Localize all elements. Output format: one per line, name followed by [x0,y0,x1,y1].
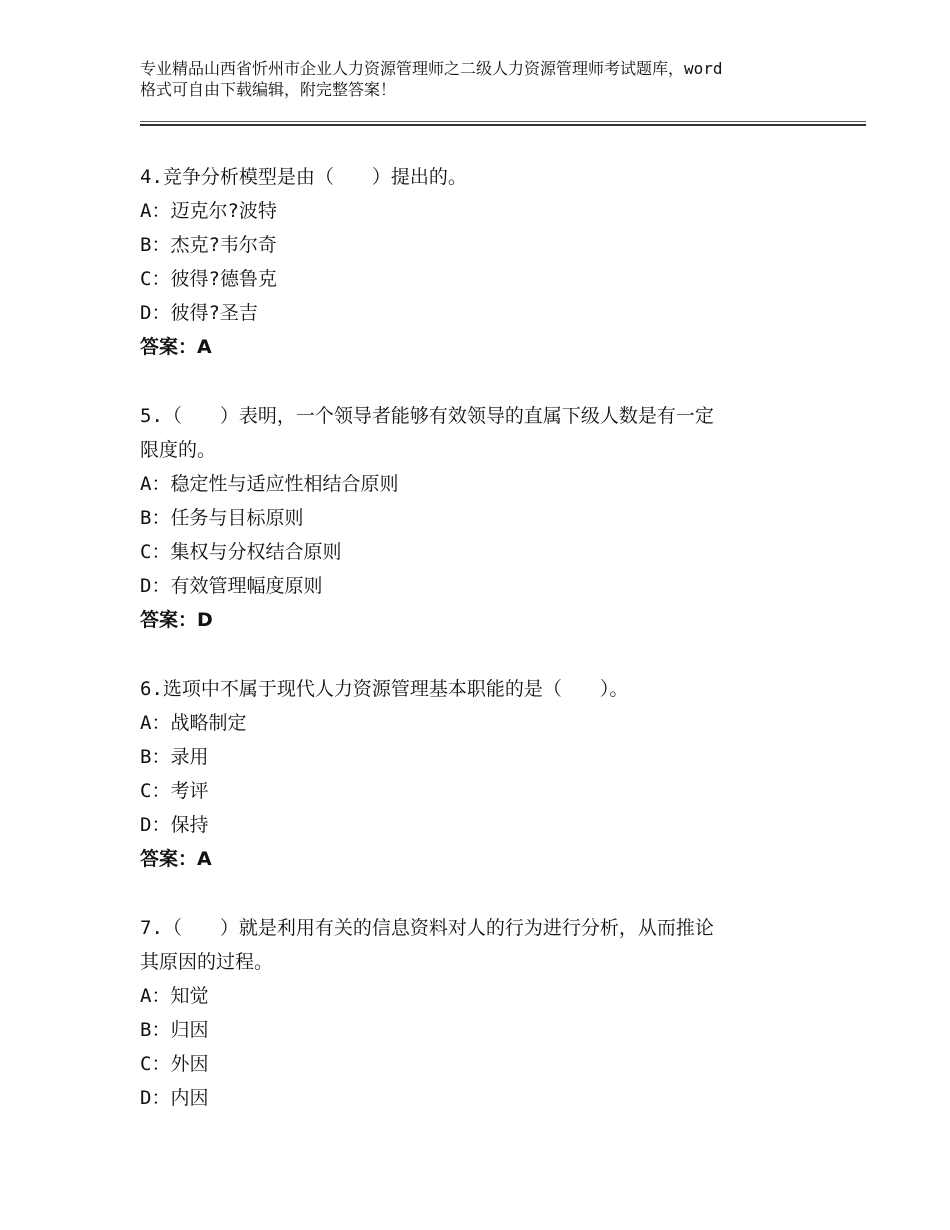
question-4 [140,160,830,364]
option-d: D：保持 [140,814,209,836]
option-b: B：录用 [140,746,209,768]
answer: 答案：D [140,609,213,631]
option-b: B：任务与目标原则 [140,507,304,529]
question-text: 6.选项中不属于现代人力资源管理基本职能的是（ ）。 [140,678,629,700]
option-b: B：杰克?韦尔奇 [140,234,277,256]
question-text: 7.（ ）就是利用有关的信息资料对人的行为进行分析，从而推论 [140,917,714,939]
option-d: D：有效管理幅度原则 [140,575,323,597]
question-7 [140,911,830,1115]
option-a: A：知觉 [140,985,209,1007]
question-5 [140,399,830,637]
question-text-continued: 其原因的过程。 [140,951,274,973]
option-a: A：稳定性与适应性相结合原则 [140,473,399,495]
option-c: C：集权与分权结合原则 [140,541,342,563]
header-line-2: 格式可自由下载编辑，附完整答案！ [140,80,397,99]
option-c: C：考评 [140,780,209,802]
option-c: C：彼得?德鲁克 [140,268,277,290]
header-divider [140,121,866,126]
question-6 [140,672,830,876]
document-header [140,58,820,100]
option-c: C：外因 [140,1053,209,1075]
question-text: 5.（ ）表明，一个领导者能够有效领导的直属下级人数是有一定 [140,405,714,427]
option-a: A：迈克尔?波特 [140,200,277,222]
answer: 答案：A [140,336,212,358]
option-a: A：战略制定 [140,712,247,734]
option-d: D：内因 [140,1087,209,1109]
option-d: D：彼得?圣吉 [140,302,258,324]
header-line-1: 专业精品山西省忻州市企业人力资源管理师之二级人力资源管理师考试题库，word [140,59,723,78]
answer: 答案：A [140,848,212,870]
question-text: 4.竞争分析模型是由（ ）提出的。 [140,166,467,188]
option-b: B：归因 [140,1019,209,1041]
question-text-continued: 限度的。 [140,439,217,461]
